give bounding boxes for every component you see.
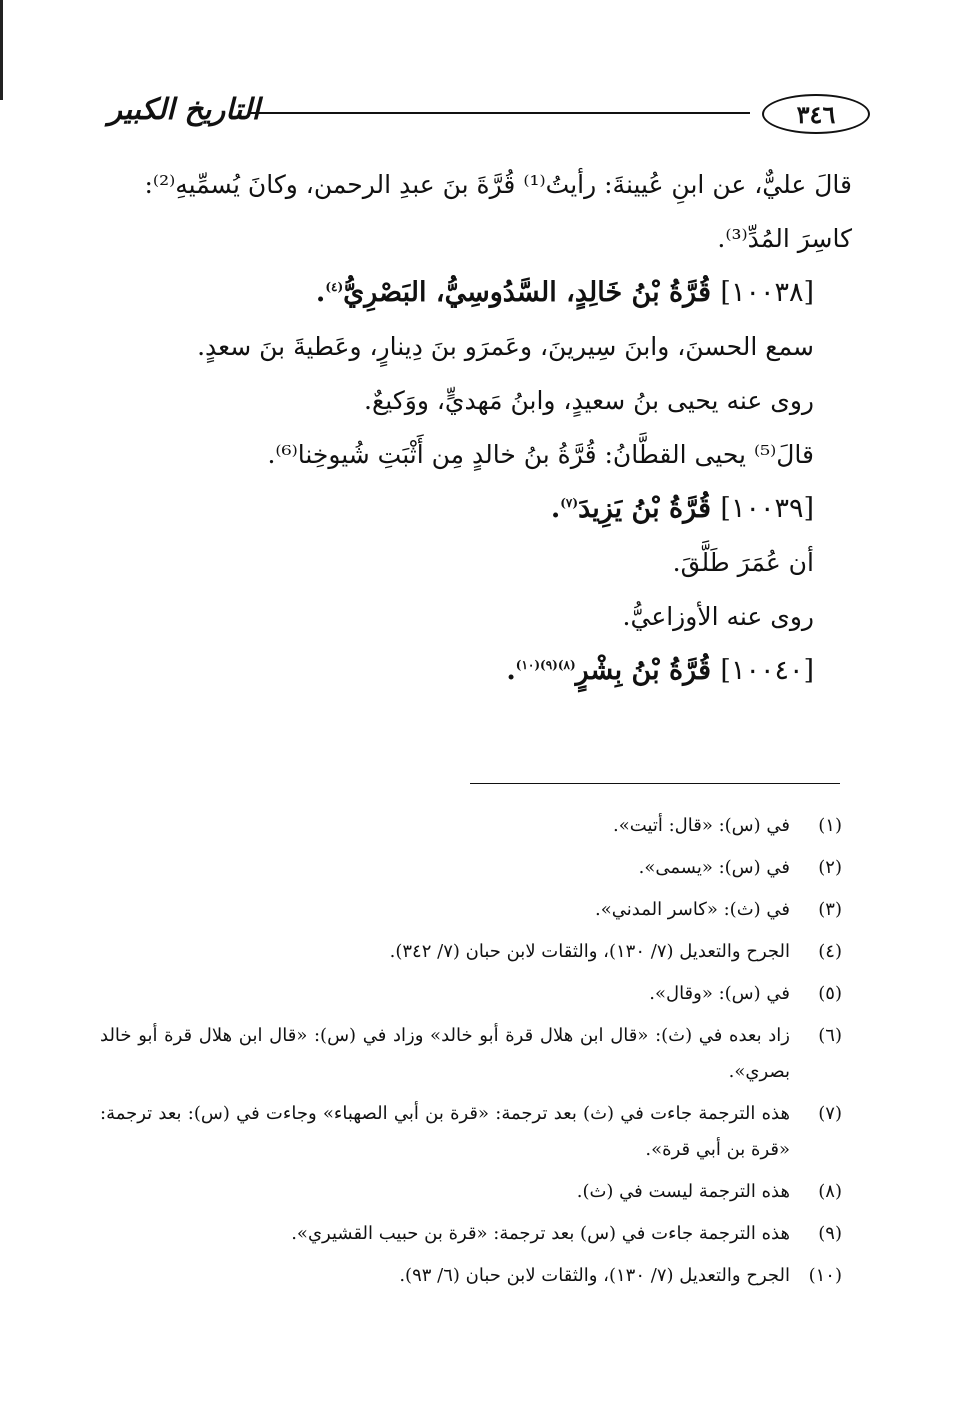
footnote: [100, 976, 842, 1012]
page-number: ٣٤٦: [762, 94, 870, 134]
footnote: [100, 808, 842, 844]
footnote-number: (٨): [818, 1181, 842, 1202]
footnote-text: في (س): «قال: أتيت».: [613, 815, 790, 836]
footnote-ref: (٧): [560, 496, 579, 510]
footnote-number: (٣): [818, 899, 842, 920]
footnote: [100, 1096, 842, 1168]
entry-number: [١٠٠٤٠]: [720, 655, 814, 686]
entry-name: قُرَّةُ بْنُ خَالِدٍ، السَّدُوسِيُّ، البَصْرِيُّ: [343, 277, 711, 308]
entry-number: [١٠٠٣٨]: [720, 277, 814, 308]
footnote-number: (٩): [818, 1223, 842, 1244]
footnote-text: في (س): «يسمى».: [638, 857, 790, 878]
footnote: [100, 1258, 842, 1294]
entry-10038-teachers: سمع الحسنَ، وابنَ سِيرينَ، وعَمرَو بنَ دِينارٍ، وعَطيةَ بنَ سعدٍ.: [197, 332, 814, 361]
entry-10038-students: روى عنه يحيى بنُ سعيدٍ، وابنُ مَهديٍّ، ووَكيعٌ.: [364, 386, 814, 415]
footnote: [100, 1174, 842, 1210]
footnote-number: (١): [818, 815, 842, 836]
footnote-text: زاد بعده في (ث): «قال ابن هلال قرة أبو خالد» وزاد في (س): «قال ابن هلال قرة أبو خالد بصري».: [100, 1025, 790, 1082]
main-text: [110, 158, 852, 698]
footnote: [100, 1018, 842, 1090]
footnote-text: هذه الترجمة جاءت في (ث) بعد ترجمة: «قرة بن أبي الصهباء» وجاءت في (س): بعد ترجمة: «قرة بن أبي قرة».: [100, 1103, 790, 1160]
footnote: [100, 892, 842, 928]
footnote-number: (٧): [818, 1103, 842, 1124]
header-rule: [250, 112, 750, 114]
footnote-number: (١٠): [808, 1265, 842, 1286]
footnote-text: الجرح والتعديل (٧/ ١٣٠)، والثقات لابن حبان (٦/ ٩٣).: [399, 1265, 790, 1286]
entry-name: قُرَّةُ بْنُ يَزِيدَ: [578, 493, 711, 524]
footnote-ref: (٨)(٩)(١٠): [515, 658, 576, 672]
footnote: [100, 850, 842, 886]
entry-10039-line2: روى عنه الأوزاعيُّ.: [622, 602, 814, 631]
footnote-number: (٦): [818, 1025, 842, 1046]
footnote-number: (٥): [818, 983, 842, 1004]
footnote-number: (٢): [818, 857, 842, 878]
entry-name: قُرَّةُ بْنُ بِشْرٍ: [575, 655, 711, 686]
footnote: [100, 1216, 842, 1252]
entry-10038-heading: [١٠٠٣٨] قُرَّةُ بْنُ خَالِدٍ، السَّدُوسِيُّ، البَصْرِيُّ$^{(٤)}$.: [315, 277, 814, 308]
scan-edge-mark: [0, 0, 3, 100]
footnote-separator: [470, 783, 840, 784]
opening-paragraph: قالَ عليٌّ، عن ابنِ عُيينةَ: رأيتُ⁽¹⁾ قُرَّةَ بنَ عبدِ الرحمن، وكانَ يُسمِّيهِ⁽²⁾: كاسِرَ المُدِّ⁽³⁾.: [144, 170, 852, 253]
footnote-number: (٤): [818, 941, 842, 962]
footnotes: [100, 808, 842, 1300]
page-header: [100, 92, 860, 142]
book-title: التاريخ الكبير: [108, 92, 260, 126]
entry-10038-quote: قالَ⁽⁵⁾ يحيى القطَّانُ: قُرَّةُ بنُ خالدٍ مِن أَثْبَتِ شُيوخِنا⁽⁶⁾.: [267, 440, 814, 469]
footnote-text: في (ث): «كاسر المدني».: [595, 899, 790, 920]
footnote-text: في (س): «وقال».: [649, 983, 790, 1004]
entry-10039-line1: أن عُمَرَ طَلَّقَ.: [672, 548, 814, 577]
entry-number: [١٠٠٣٩]: [720, 493, 814, 524]
footnote-text: هذه الترجمة ليست في (ث).: [576, 1181, 790, 1202]
footnote: [100, 934, 842, 970]
entry-10040-heading: [١٠٠٤٠] قُرَّةُ بْنُ بِشْرٍ$^{(٨)(٩)(١٠)}$.: [506, 655, 814, 686]
footnote-text: الجرح والتعديل (٧/ ١٣٠)، والثقات لابن حبان (٧/ ٣٤٢).: [389, 941, 790, 962]
footnote-text: هذه الترجمة جاءت في (س) بعد ترجمة: «قرة بن حبيب القشيري».: [291, 1223, 790, 1244]
footnote-ref: (٤): [325, 280, 344, 294]
entry-10039-heading: [١٠٠٣٩] قُرَّةُ بْنُ يَزِيدَ$^{(٧)}$.: [550, 493, 814, 524]
